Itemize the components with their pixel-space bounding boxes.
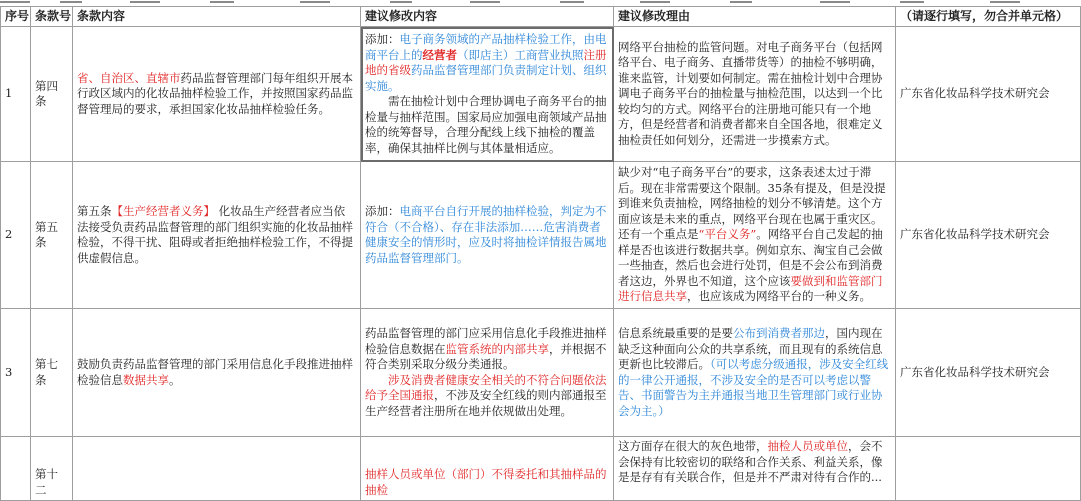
header-no: 序号	[1, 7, 31, 27]
content-text: 。	[169, 372, 181, 387]
content-text: 药品监督管理部门每年组织开展本行政区域内的化妆品抽样检验工作，并按照国家药品监督管理局的要求，承担国家化妆品抽样检验任务。	[77, 70, 353, 116]
cell-org[interactable]: 广东省化妆品科学技术研究会	[896, 27, 1081, 162]
suggestion-blue-text: 药品监督管理部门负责制定计划、组织实施。	[365, 63, 607, 93]
cell-no[interactable]: 2	[1, 162, 31, 309]
content-text: 第五条	[77, 204, 112, 218]
header-suggestion: 建议修改内容	[361, 7, 614, 27]
suggestion-prefix: 添加：	[365, 32, 400, 46]
suggestion-text: ，不涉及安全红线的则内部通报至生产经营者注册所在地并依规做出处理。	[365, 388, 607, 418]
content-highlight: 省、自治区、直辖市	[77, 70, 181, 85]
cell-org[interactable]	[896, 437, 1081, 501]
cell-article[interactable]: 第四条	[31, 27, 73, 162]
reason-red-text: 抽检人员或单位	[767, 439, 848, 453]
cell-suggestion[interactable]	[361, 437, 614, 501]
cell-article[interactable]: 第五条	[31, 162, 73, 309]
reason-blue-text: 公布到消费者那边	[733, 326, 825, 340]
reason-text: 。网络平台自己发起的抽样是否也该进行数据共享。例如京东、淘宝自己会做一些抽查，然后也会进行处罚，但是不会公布到消费者这边，外界也不知道，这个应该	[618, 227, 883, 288]
suggestion-red-text: 涉及消费者健康安全相关的不符合问题依法给予全国通报	[365, 372, 607, 402]
content-highlight: 数据共享	[123, 372, 169, 387]
reason-text: 信息系统最重要的是要	[618, 326, 733, 340]
suggestion-red-text: 抽样人员或单位（部门）不得委托和其抽样品的抽检	[365, 467, 607, 497]
cell-content[interactable]	[73, 437, 361, 501]
cell-suggestion[interactable]	[361, 162, 614, 309]
cell-org[interactable]: 广东省化妆品科学技术研究会	[896, 162, 1081, 309]
reason-text: ，也应该成为网络平台的一种义务。	[687, 289, 871, 304]
cell-suggestion[interactable]	[361, 27, 614, 162]
suggestion-blue-text: （即店主）工商营业执照	[457, 47, 584, 62]
cell-content[interactable]	[73, 162, 361, 309]
header-article: 条款号	[31, 7, 73, 27]
reason-text: ，国内现在缺乏这种面向公众的共享系统，而且现有的系统信息更新也比较滞后。	[618, 326, 883, 371]
reason-blue-text: （可以考虑分级通报，涉及安全红线的一律公开通报，不涉及安全的是否可以考虑以警告、书面警告为主并通报当地卫生管理部门或行业协会为主。）	[618, 357, 889, 418]
cell-reason[interactable]	[614, 437, 896, 501]
suggestion-text: ，并根据不符合类别采取分级分类通报。	[365, 341, 607, 371]
cell-org[interactable]: 广东省化妆品科学技术研究会	[896, 309, 1081, 437]
content-highlight: 【生产经营者义务】	[111, 204, 215, 218]
cell-reason[interactable]	[614, 162, 896, 309]
header-content: 条款内容	[73, 7, 361, 27]
table-row	[1, 162, 1081, 309]
content-text: 化妆品生产经营者应当依法接受负责药品监督管理的部门组织实施的化妆品抽样检验，不得干扰、阻碍或者拒绝抽样检验工作，不得提供虚假信息。	[77, 204, 353, 265]
reason-text: 缺少对“电子商务平台”的要求，这条表述太过于滞后。现在非常需要这个限制。35条有提及，但是没提到谁来负责抽检，网络抽检的划分不够清楚。这个方面应该是未来的重点，网络平台现在也属于重灾区。还有一个重点是	[618, 165, 886, 242]
suggestion-para2: 需在抽检计划中合理协调电子商务平台的抽检量与抽样范围。国家局应加强电商领域产品抽检的统筹督导，合理分配线上线下抽检的覆盖率，确保其抽样比例与其体量相适应。	[365, 94, 607, 155]
header-reason: 建议修改理由	[614, 7, 896, 27]
suggestion-blue-text: 电商平台自行开展的抽样检验，判定为不符合（不合格）、存在非法添加……危害消费者健康安全的情形时，应及时将抽检详情报告属地药品监督管理部门。	[365, 204, 607, 265]
header-org: （请逐行填写，勿合并单元格）	[896, 7, 1081, 27]
cell-article[interactable]: 第七条	[31, 309, 73, 437]
table-row	[1, 309, 1081, 437]
suggestion-red-text: 监管系统的内部共享	[445, 341, 549, 356]
reason-text: 这方面存在很大的灰色地带，	[618, 439, 768, 453]
cell-content[interactable]	[73, 27, 361, 162]
table-row	[1, 437, 1081, 501]
header-row	[1, 7, 1081, 27]
suggestion-red-text: 注册地的省级	[365, 47, 607, 77]
cell-no[interactable]: 3	[1, 309, 31, 437]
comment-table	[0, 6, 1081, 501]
cell-reason[interactable]	[614, 309, 896, 437]
table-row	[1, 27, 1081, 162]
suggestion-text: 药品监督管理的部门应采用信息化手段推进抽样检验信息数据在	[365, 326, 607, 356]
reason-text: ，会不会保持有比较密切的联络和合作关系、利益关系，像是是存有有关联合作，但是并不严肃对待有合作的...	[618, 439, 883, 484]
suggestion-prefix: 添加：	[365, 204, 400, 218]
reason-red-text: 要做到和监管部门进行信息共享	[618, 273, 883, 304]
cell-no[interactable]	[1, 437, 31, 501]
suggestion-blue-text: 电子商务领域的产品抽样检验工作，由电商平台上的	[365, 32, 607, 62]
cell-no[interactable]: 1	[1, 27, 31, 162]
suggestion-bold-red: 经营者	[422, 47, 457, 62]
content-text: 鼓励负责药品监督管理的部门采用信息化手段推进抽样检验信息	[77, 357, 353, 387]
cell-article[interactable]: 第十二	[31, 437, 73, 501]
cell-content[interactable]	[73, 309, 361, 437]
cell-suggestion[interactable]	[361, 309, 614, 437]
cell-reason[interactable]: 网络平台抽检的监管问题。对电子商务平台（包括网络平台、电子商务、直播带货等）的抽检不够明确，谁来监管，计划要如何制定。需在抽检计划中合理协调电子商务平台的抽检量与抽检范围，以达到一个比较均匀的方式。网络平台的注册地可能只有一个地方，但是经营者和消费者都来自全国各地，很难定义抽检责任如何划分，还需进一步摸索方式。	[614, 27, 896, 162]
reason-red-text: “平台义务”	[698, 227, 757, 242]
